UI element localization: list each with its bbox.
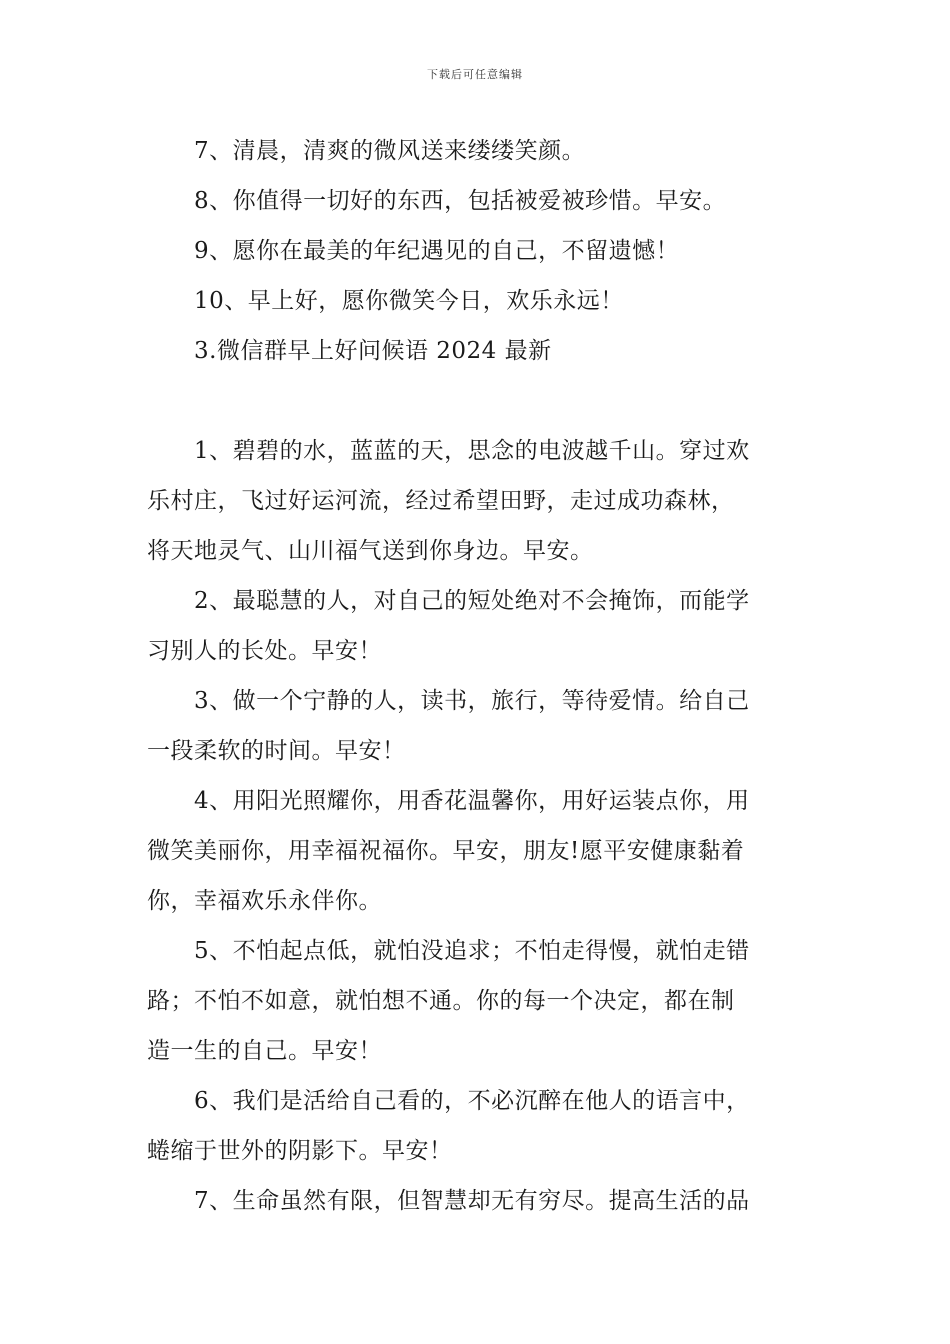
paragraph-line: 路；不怕不如意，就怕想不通。你的每一个决定，都在制 — [147, 988, 735, 1014]
paragraph-line: 微笑美丽你，用幸福祝福你。早安，朋友!愿平安健康黏着 — [147, 838, 745, 864]
paragraph-line: 8、你值得一切好的东西，包括被爱被珍惜。早安。 — [194, 188, 727, 214]
paragraph-line: 7、清晨，清爽的微风送来缕缕笑颜。 — [194, 138, 586, 164]
spacer — [147, 376, 812, 426]
paragraph-7 — [147, 1176, 812, 1226]
paragraph-line: 5、不怕起点低，就怕没追求；不怕走得慢，就怕走错 — [194, 938, 750, 964]
paragraph-line: 3、做一个宁静的人，读书，旅行，等待爱情。给自己 — [194, 688, 750, 714]
section-title: 3.微信群早上好问候语 2024 最新 — [194, 338, 552, 364]
paragraph-line: 6、我们是活给自己看的，不必沉醉在他人的语言中， — [194, 1088, 750, 1114]
paragraph-line: 蜷缩于世外的阴影下。早安！ — [147, 1138, 453, 1164]
paragraph-line: 乐村庄，飞过好运河流，经过希望田野，走过成功森林， — [147, 488, 735, 514]
document-body — [147, 126, 812, 1226]
paragraph-line: 10、早上好，愿你微笑今日，欢乐永远！ — [194, 288, 624, 314]
paragraph-line: 你，幸福欢乐永伴你。 — [147, 888, 382, 914]
paragraph-6 — [147, 1076, 812, 1176]
paragraph-line: 7、生命虽然有限，但智慧却无有穷尽。提高生活的品 — [194, 1188, 750, 1214]
paragraph-line: 一段柔软的时间。早安！ — [147, 738, 406, 764]
paragraph-1 — [147, 426, 812, 576]
paragraph-2 — [147, 576, 812, 676]
paragraph-line: 1、碧碧的水，蓝蓝的天，思念的电波越千山。穿过欢 — [194, 438, 750, 464]
paragraph-line: 9、愿你在最美的年纪遇见的自己，不留遗憾！ — [194, 238, 680, 264]
paragraph-5 — [147, 926, 812, 1076]
paragraph-line: 将天地灵气、山川福气送到你身边。早安。 — [147, 538, 594, 564]
paragraph-line: 造一生的自己。早安！ — [147, 1038, 382, 1064]
paragraph-line: 2、最聪慧的人，对自己的短处绝对不会掩饰，而能学 — [194, 588, 750, 614]
paragraph-4 — [147, 776, 812, 926]
paragraph-line: 4、用阳光照耀你，用香花温馨你，用好运装点你，用 — [194, 788, 750, 814]
paragraph-3 — [147, 676, 812, 776]
page-header: 下载后可任意编辑 — [427, 68, 523, 81]
paragraph-line: 习别人的长处。早安！ — [147, 638, 382, 664]
